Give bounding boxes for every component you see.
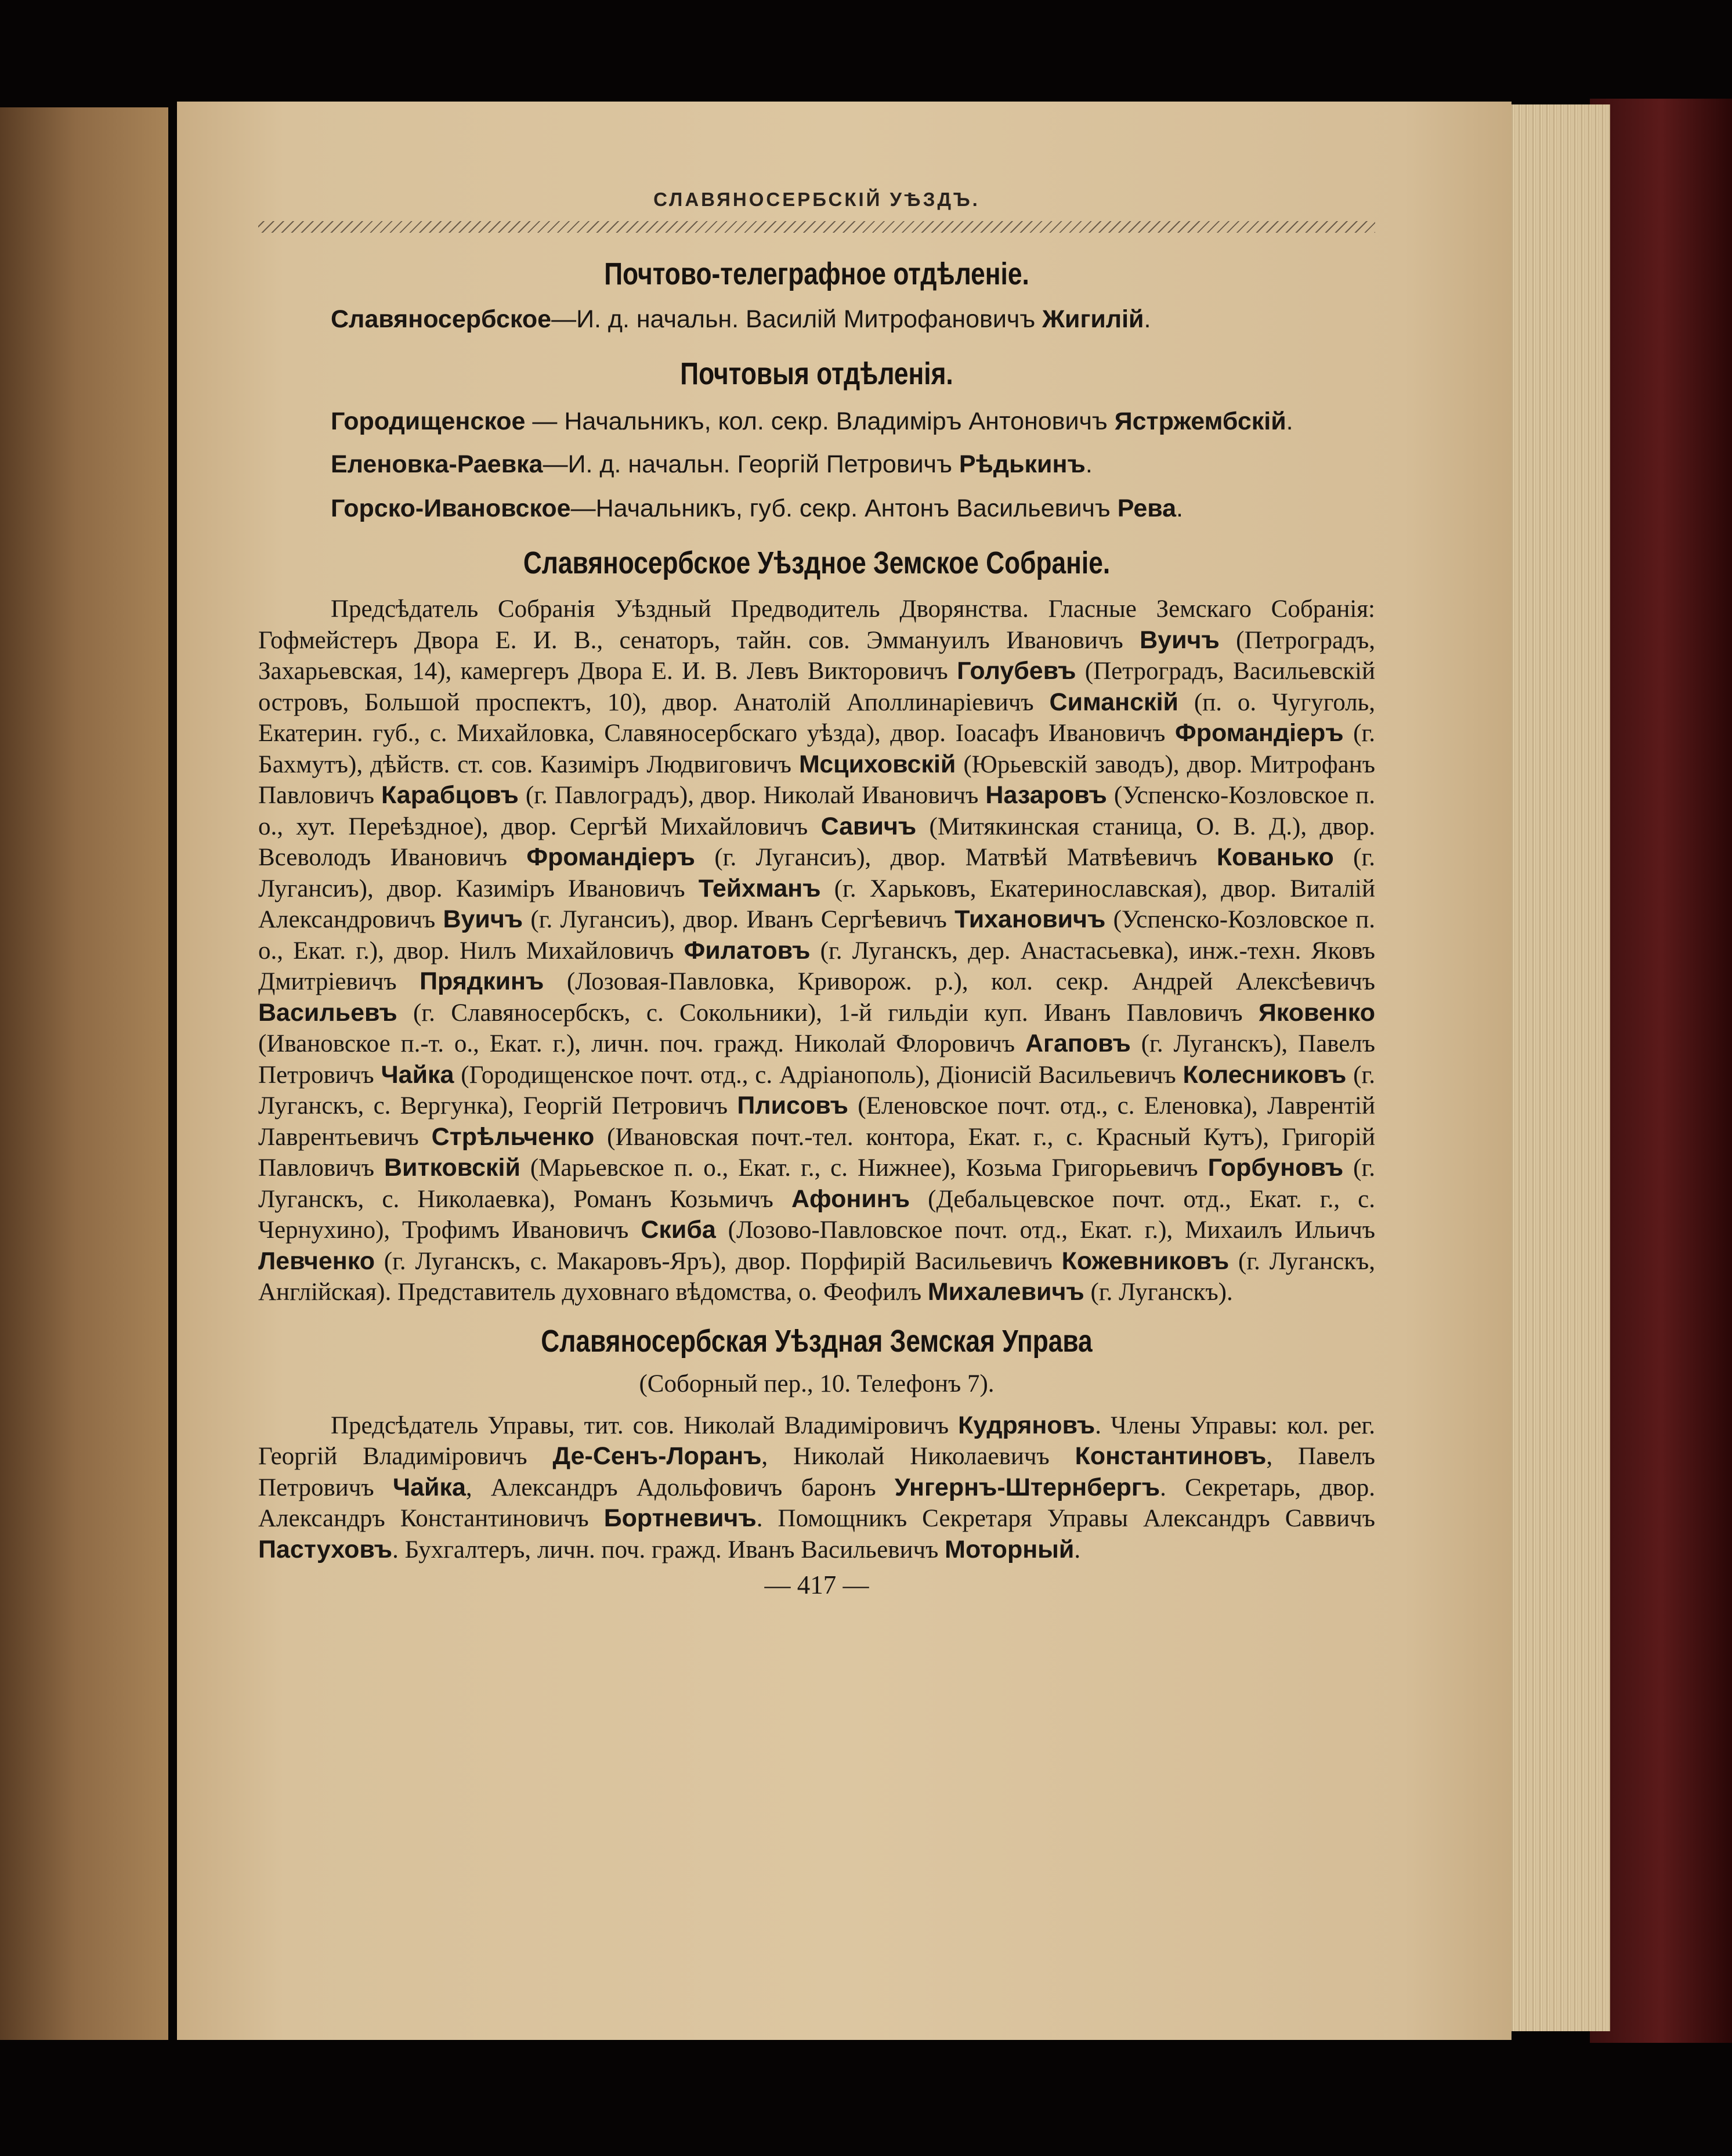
text-run: , Николай Николаевичъ [761, 1443, 1075, 1470]
entry-name: Ястржембскій [1114, 407, 1286, 435]
person-surname: Пастуховъ [258, 1535, 393, 1563]
page-number: — 417 — [764, 1570, 869, 1599]
text-run: (г. Славяносербскъ, с. Сокольники), 1-й гильдіи куп. Иванъ Павловичъ [397, 999, 1259, 1027]
person-surname: Афонинъ [791, 1184, 910, 1213]
text-run: , Александръ Адольфовичъ баронъ [465, 1474, 895, 1501]
post-office-entry [258, 488, 1375, 529]
text-run: (Марьевское п. о., Екат. г., с. Нижнее), Козьма Григорьевичъ [520, 1154, 1208, 1182]
page-content [258, 183, 1375, 1600]
person-surname: Моторный [945, 1535, 1075, 1563]
text-run: (г. Лугансиъ), двор. Матвѣй Матвѣевичъ [695, 844, 1217, 871]
person-surname: Кожевниковъ [1061, 1247, 1230, 1275]
book-page [177, 102, 1512, 2040]
page-stack-edges [1494, 104, 1610, 2031]
person-surname: Михалевичъ [927, 1278, 1084, 1306]
entry-text: —И. д. начальн. Василій Митрофановичъ [551, 305, 1043, 333]
text-run: . Секретарь, двор. Александръ Константиновичъ [258, 1474, 1375, 1532]
person-surname: Карабцовъ [381, 781, 519, 809]
text-run: . Члены Управы: кол. рег. Георгій Владиміровичъ [258, 1411, 1376, 1470]
person-surname: Назаровъ [985, 781, 1107, 809]
text-run: Предсѣдатель Управы, тит. сов. Николай Владиміровичъ [331, 1411, 959, 1439]
text-run: (Ивановская почт.-тел. контора, Екат. г., с. Красный Кутъ), Григорій Павловичъ [258, 1123, 1376, 1182]
text-run: (г. Лугансиъ), двор. Иванъ Сергѣевичъ [523, 906, 955, 933]
text-run: . Бухгалтеръ, личн. поч. гражд. Иванъ Васильевичъ [392, 1536, 945, 1563]
person-surname: Бортневичъ [603, 1504, 757, 1532]
zemstvo-board-text [258, 1410, 1375, 1566]
person-surname: Плисовъ [737, 1092, 848, 1119]
entry-place: Городищенское [331, 407, 526, 435]
person-surname: Васильевъ [258, 998, 397, 1027]
text-run: (Митякинская станица, О. В. Д.), двор. Всеволодъ Ивановичъ [258, 812, 1375, 871]
entry-end: . [1144, 305, 1151, 333]
text-run: (Еленовское почт. отд., с. Еленовка), Лаврентій Лаврентьевичъ [258, 1092, 1375, 1151]
entry-end: . [1085, 450, 1093, 478]
person-surname: Колесниковъ [1183, 1060, 1347, 1089]
person-surname: Унгернъ-Штернбергъ [894, 1473, 1160, 1501]
entry-name: Рева [1117, 494, 1177, 522]
entry-place: Еленовка-Раевка [331, 450, 543, 478]
entry-text: —Начальникъ, губ. секр. Антонъ Васильевичъ [570, 494, 1118, 522]
person-surname: Фромандіеръ [1175, 719, 1344, 747]
section-title-zemstvo-board: Славяносербская Уѣздная Земская Управа [541, 1323, 1093, 1359]
person-surname: Витковскій [384, 1154, 520, 1182]
post-telegraph-entry [258, 299, 1375, 340]
text-run: (г. Луганскъ, с. Вергунка), Георгій Петровичъ [258, 1061, 1376, 1119]
text-run: (г. Луганскъ, Англійская). Представитель духовнаго вѣдомства, о. Феофилъ [258, 1247, 1375, 1306]
text-run: (г. Луганскъ, дер. Анастасьевка), инж.-техн. Яковъ Дмитріевичъ [258, 937, 1375, 995]
post-office-entry [258, 402, 1375, 440]
book-cover [1590, 99, 1732, 2043]
text-run: Предсѣдатель Собранія Уѣздный Предводитель Дворянства. Гласные Земскаго Собранія: Гофмейстеръ Двора Е. И. В., сенаторъ, тайн. сов. Эммануилъ Ивановичъ [258, 595, 1375, 654]
text-run: (г. Луганскъ). [1084, 1279, 1233, 1306]
section-title-post-offices: Почтовыя отдѣленія. [680, 356, 953, 391]
entry-end: . [1176, 494, 1183, 522]
text-run: (п. о. Чугуголь, Екатерин. губ., с. Михайловка, Славяносербскаго уѣзда), двор. Іоасафъ Ивановичъ [258, 688, 1376, 747]
entry-place: Горско-Ивановское [331, 494, 571, 522]
text-run: (Петроградъ, Васильевскій островъ, Большой проспектъ, 10), двор. Анатолій Аполлинаріевичъ [258, 658, 1375, 716]
running-head: СЛАВЯНОСЕРБСКІЙ УѢЗДЪ. [653, 189, 980, 210]
person-surname: Савичъ [820, 812, 917, 840]
entry-text: — Начальникъ, кол. секр. Владиміръ Антоновичъ [525, 407, 1115, 435]
person-surname: Мсциховскій [799, 750, 956, 778]
person-surname: Агаповъ [1025, 1030, 1131, 1057]
person-surname: Яковенко [1258, 998, 1375, 1027]
text-run: . Помощникъ Секретаря Управы Александръ Саввичъ [756, 1505, 1376, 1532]
person-surname: Тейхманъ [698, 874, 821, 902]
text-run: (Успенско-Козловское п. о., хут. Переѣздное), двор. Сергѣй Михайловичъ [258, 782, 1375, 840]
left-page-edge [0, 107, 168, 2040]
person-surname: Константиновъ [1075, 1442, 1267, 1470]
zemstvo-assembly-text [258, 594, 1375, 1308]
person-surname: Фромандіеръ [526, 843, 695, 871]
text-run: (Лозовая-Павловка, Криворож. р.), кол. секр. Андрей Алексѣевичъ [544, 968, 1375, 995]
entry-name: Жигилій [1042, 305, 1144, 333]
person-surname: Де-Сенъ-Лоранъ [552, 1442, 762, 1470]
person-surname: Скиба [641, 1216, 716, 1244]
person-surname: Левченко [258, 1247, 375, 1275]
post-office-entry [258, 444, 1375, 485]
entry-text: —И. д. начальн. Георгій Петровичъ [543, 450, 959, 478]
person-surname: Вуичъ [443, 905, 523, 933]
text-run: (г. Лугансиъ), двор. Казиміръ Ивановичъ [258, 844, 1376, 902]
person-surname: Стрѣльченко [431, 1122, 595, 1151]
text-run: (Ивановское п.-т. о., Екат. г.), личн. поч. гражд. Николай Флоровичъ [258, 1030, 1025, 1057]
text-run: (г. Харьковъ, Екатеринославская), двор. Виталій Александровичъ [258, 875, 1375, 933]
text-run: (Юрьевскій заводъ), двор. Митрофанъ Павловичъ [258, 750, 1375, 809]
person-surname: Симанскій [1049, 688, 1178, 716]
person-surname: Вуичъ [1140, 626, 1220, 654]
text-run: . [1074, 1536, 1081, 1563]
text-run: , Павелъ Петровичъ [258, 1443, 1375, 1501]
text-run: (г. Бахмутъ), дѣйств. ст. сов. Казиміръ Людвиговичъ [258, 720, 1376, 778]
text-run: (Успенско-Козловское п. о., Екат. г.), двор. Нилъ Михайловичъ [258, 906, 1375, 965]
section-title-zemstvo-assembly: Славяносербское Уѣздное Земское Собраніе. [523, 546, 1111, 580]
text-run: (г. Луганскъ, с. Николаевка), Романъ Козьмичъ [258, 1154, 1375, 1213]
text-run: (Петроградъ, Захарьевская, 14), камергеръ Двора Е. И. В. Левъ Викторовичъ [258, 626, 1376, 685]
text-run: (Лозово-Павловское почт. отд., Екат. г.), Михаилъ Ильичъ [715, 1216, 1375, 1244]
person-surname: Филатовъ [684, 936, 811, 965]
zemstvo-board-address: (Соборный пер., 10. Телефонъ 7). [639, 1370, 995, 1397]
entry-name: Рѣдькинъ [959, 450, 1086, 478]
wavy-rule [258, 221, 1375, 233]
entry-place: Славяносербское [331, 305, 552, 333]
text-run: (г. Луганскъ, с. Макаровъ-Яръ), двор. Порфирій Васильевичъ [374, 1247, 1062, 1275]
person-surname: Горбуновъ [1207, 1154, 1344, 1182]
person-surname: Чайка [381, 1060, 454, 1089]
person-surname: Чайка [392, 1473, 466, 1501]
text-run: (г. Павлоградъ), двор. Николай Ивановичъ [518, 782, 986, 809]
person-surname: Прядкинъ [420, 967, 544, 995]
person-surname: Голубевъ [957, 657, 1076, 685]
person-surname: Тихановичъ [954, 905, 1106, 933]
section-title-post-telegraph: Почтово-телеграфное отдѣленіе. [604, 257, 1029, 291]
entry-end: . [1286, 407, 1293, 435]
text-run: (Дебальцевское почт. отд., Екат. г., с. Чернухино), Трофимъ Ивановичъ [258, 1185, 1375, 1244]
text-run: (г. Луганскъ), Павелъ Петровичъ [258, 1030, 1376, 1089]
person-surname: Ковань​ко [1216, 843, 1334, 871]
text-run: (Городищенское почт. отд., с. Адріанополь), Діонисій Васильевичъ [454, 1061, 1183, 1089]
person-surname: Кудряновъ [958, 1411, 1095, 1439]
